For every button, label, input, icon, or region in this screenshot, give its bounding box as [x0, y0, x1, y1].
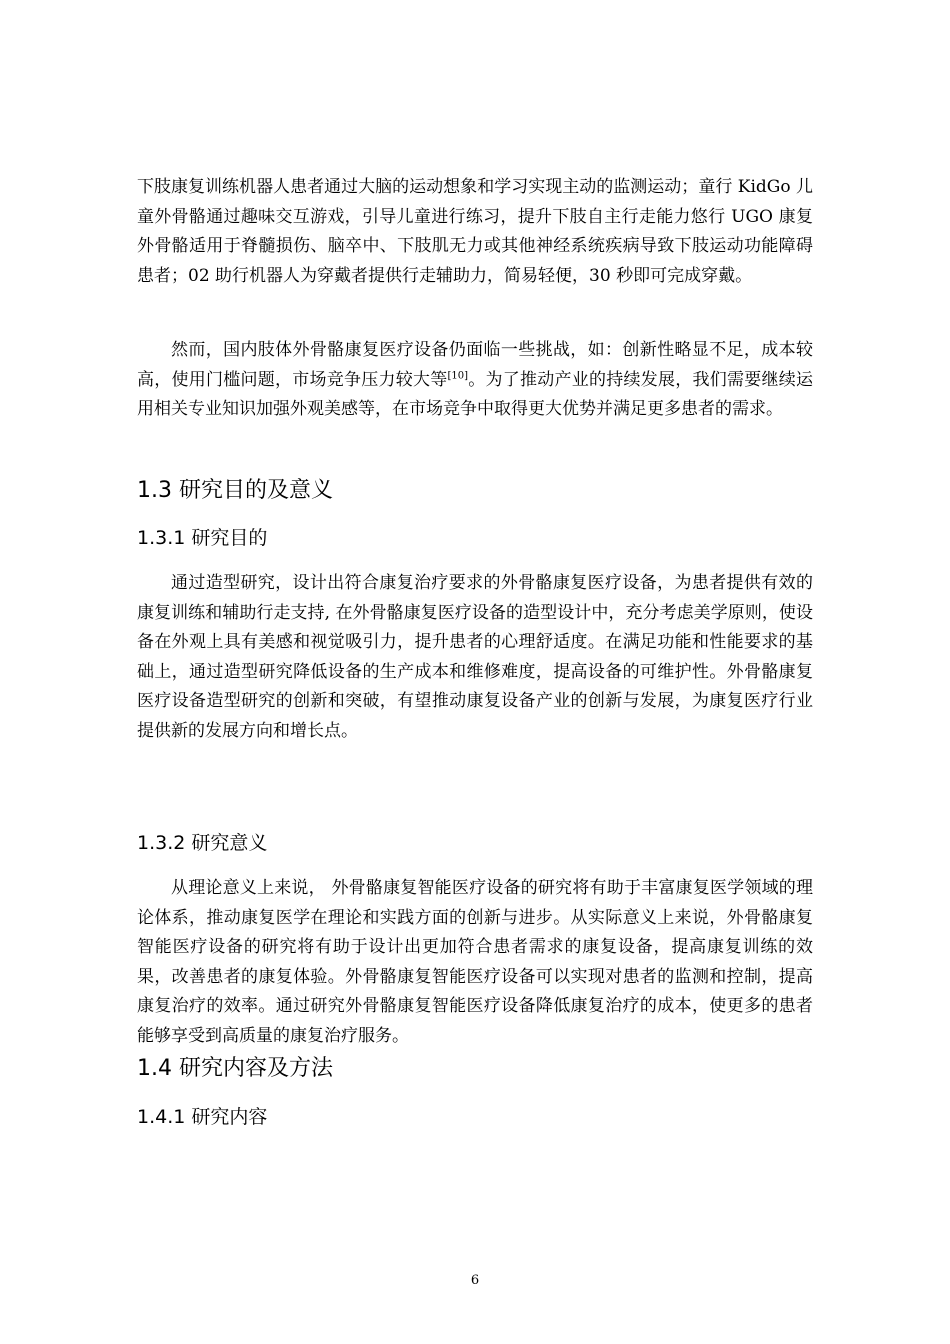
subsection-heading-1-3-2: 1.3.2 研究意义 [137, 832, 268, 854]
section-heading-1-3: 1.3 研究目的及意义 [137, 478, 333, 503]
citation-ref: [10] [447, 369, 469, 381]
page-number: 6 [470, 1273, 480, 1288]
paragraph-rehab-robots: 下肢康复训练机器人患者通过大脑的运动想象和学习实现主动的监测运动；童行 KidGo 儿童外骨骼通过趣味交互游戏，引导儿童进行练习，提升下肢自主行走能力悠行 UGO 康复外骨骼适用于脊髓损伤、脑卒中、下肢肌无力或其他神经系统疾病导致下肢运动功能障碍患者；02 助行机器人为穿戴者提供行走辅助力，简易轻便，30 秒即可完成穿戴。 [137, 177, 813, 286]
subsection-heading-1-4-1: 1.4.1 研究内容 [137, 1106, 268, 1128]
section-heading-1-4: 1.4 研究内容及方法 [137, 1056, 333, 1081]
paragraph-challenges-text-2: 。为了推动产业的持续发展，我们需要继续运用相关专业知识加强外观美感等，在市场竞争中取得更大优势并满足更多患者的需求。 [137, 369, 813, 419]
paragraph-research-significance: 从理论意义上来说， 外骨骼康复智能医疗设备的研究将有助于丰富康复医学领域的理论体系，推动康复医学在理论和实践方面的创新与进步。从实际意义上来说，外骨骼康复智能医疗设备的研究将有助于设计出更加符合患者需求的康复设备，提高康复训练的效果，改善患者的康复体验。外骨骼康复智能医疗设备可以实现对患者的监测和控制，提高康复治疗的效率。通过研究外骨骼康复智能医疗设备降低康复治疗的成本，使更多的患者能够享受到高质量的康复治疗服务。 [137, 878, 813, 1046]
subsection-heading-1-3-1: 1.3.1 研究目的 [137, 527, 268, 549]
paragraph-research-purpose: 通过造型研究，设计出符合康复治疗要求的外骨骼康复医疗设备，为患者提供有效的康复训练和辅助行走支持, 在外骨骼康复医疗设备的造型设计中，充分考虑美学原则，使设备在外观上具有美感和视觉吸引力，提升患者的心理舒适度。在满足功能和性能要求的基础上，通过造型研究降低设备的生产成本和维修难度，提高设备的可维护性。外骨骼康复医疗设备造型研究的创新和突破，有望推动康复设备产业的创新与发展，为康复医疗行业提供新的发展方向和增长点。 [137, 573, 813, 741]
paragraph-challenges-text-1: 然而，国内肢体外骨骼康复医疗设备仍面临一些挑战，如：创新性略显不足，成本较高，使用门槛问题，市场竞争压力较大等 [137, 340, 813, 390]
paragraph-challenges [137, 336, 813, 425]
